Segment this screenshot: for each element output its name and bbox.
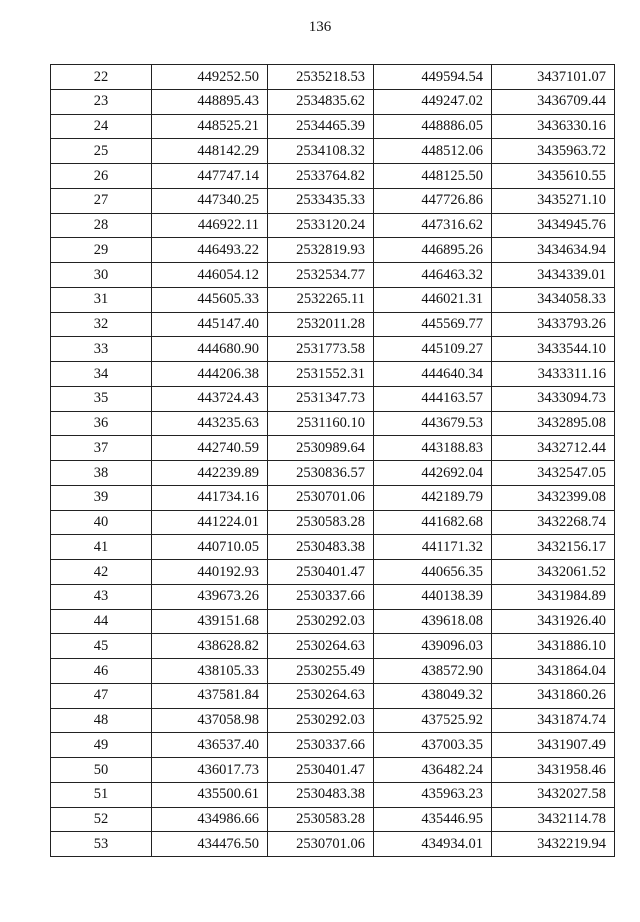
- point-number-cell: 32: [51, 312, 152, 337]
- value-cell-3: 439096.03: [374, 634, 492, 659]
- value-cell-1: 434476.50: [152, 832, 268, 857]
- value-cell-1: 443235.63: [152, 411, 268, 436]
- table-row: [51, 758, 615, 783]
- value-cell-4: 3431926.40: [492, 609, 615, 634]
- point-number-cell: 26: [51, 164, 152, 189]
- value-cell-2: 2534465.39: [268, 114, 374, 139]
- value-cell-2: 2530292.03: [268, 609, 374, 634]
- value-cell-4: 3432027.58: [492, 782, 615, 807]
- table-row: [51, 510, 615, 535]
- value-cell-3: 443679.53: [374, 411, 492, 436]
- point-number-cell: 25: [51, 139, 152, 164]
- table-row: [51, 386, 615, 411]
- point-number-cell: 34: [51, 362, 152, 387]
- point-number-cell: 29: [51, 238, 152, 263]
- value-cell-2: 2533764.82: [268, 164, 374, 189]
- table-row: [51, 807, 615, 832]
- value-cell-4: 3433544.10: [492, 337, 615, 362]
- point-number-cell: 36: [51, 411, 152, 436]
- point-number-cell: 45: [51, 634, 152, 659]
- value-cell-3: 449247.02: [374, 89, 492, 114]
- value-cell-3: 434934.01: [374, 832, 492, 857]
- point-number-cell: 37: [51, 436, 152, 461]
- value-cell-4: 3432399.08: [492, 485, 615, 510]
- value-cell-2: 2530701.06: [268, 485, 374, 510]
- value-cell-1: 436537.40: [152, 733, 268, 758]
- value-cell-2: 2530701.06: [268, 832, 374, 857]
- value-cell-3: 437003.35: [374, 733, 492, 758]
- table-row: [51, 659, 615, 684]
- table-row: [51, 337, 615, 362]
- value-cell-3: 443188.83: [374, 436, 492, 461]
- table-row: [51, 733, 615, 758]
- point-number-cell: 31: [51, 287, 152, 312]
- table-row: [51, 560, 615, 585]
- value-cell-2: 2530337.66: [268, 733, 374, 758]
- table-row: [51, 312, 615, 337]
- value-cell-4: 3432061.52: [492, 560, 615, 585]
- value-cell-3: 435446.95: [374, 807, 492, 832]
- value-cell-3: 446021.31: [374, 287, 492, 312]
- value-cell-2: 2531347.73: [268, 386, 374, 411]
- table-row: [51, 584, 615, 609]
- value-cell-1: 441224.01: [152, 510, 268, 535]
- point-number-cell: 30: [51, 263, 152, 288]
- value-cell-4: 3432114.78: [492, 807, 615, 832]
- value-cell-2: 2530401.47: [268, 560, 374, 585]
- value-cell-4: 3431984.89: [492, 584, 615, 609]
- value-cell-2: 2530401.47: [268, 758, 374, 783]
- value-cell-4: 3434945.76: [492, 213, 615, 238]
- table-row: [51, 832, 615, 857]
- page-number: 136: [308, 19, 332, 35]
- value-cell-4: 3435963.72: [492, 139, 615, 164]
- value-cell-2: 2532534.77: [268, 263, 374, 288]
- value-cell-2: 2534835.62: [268, 89, 374, 114]
- point-number-cell: 50: [51, 758, 152, 783]
- point-number-cell: 33: [51, 337, 152, 362]
- value-cell-2: 2531160.10: [268, 411, 374, 436]
- value-cell-1: 440192.93: [152, 560, 268, 585]
- value-cell-2: 2532265.11: [268, 287, 374, 312]
- table-row: [51, 609, 615, 634]
- point-number-cell: 48: [51, 708, 152, 733]
- value-cell-1: 435500.61: [152, 782, 268, 807]
- value-cell-2: 2530264.63: [268, 634, 374, 659]
- value-cell-2: 2530483.38: [268, 535, 374, 560]
- value-cell-3: 441682.68: [374, 510, 492, 535]
- value-cell-2: 2531552.31: [268, 362, 374, 387]
- table-row: [51, 634, 615, 659]
- value-cell-1: 448895.43: [152, 89, 268, 114]
- table-row: [51, 535, 615, 560]
- value-cell-2: 2530264.63: [268, 683, 374, 708]
- value-cell-1: 439673.26: [152, 584, 268, 609]
- value-cell-3: 445109.27: [374, 337, 492, 362]
- table-row: [51, 238, 615, 263]
- value-cell-3: 444640.34: [374, 362, 492, 387]
- value-cell-3: 439618.08: [374, 609, 492, 634]
- value-cell-2: 2533120.24: [268, 213, 374, 238]
- value-cell-4: 3432547.05: [492, 461, 615, 486]
- value-cell-1: 449252.50: [152, 65, 268, 90]
- point-number-cell: 23: [51, 89, 152, 114]
- value-cell-1: 448525.21: [152, 114, 268, 139]
- point-number-cell: 41: [51, 535, 152, 560]
- value-cell-4: 3431907.49: [492, 733, 615, 758]
- value-cell-2: 2530836.57: [268, 461, 374, 486]
- table-body: [51, 65, 615, 857]
- value-cell-4: 3431860.26: [492, 683, 615, 708]
- table-row: [51, 287, 615, 312]
- point-number-cell: 38: [51, 461, 152, 486]
- value-cell-4: 3432268.74: [492, 510, 615, 535]
- point-number-cell: 35: [51, 386, 152, 411]
- value-cell-2: 2535218.53: [268, 65, 374, 90]
- value-cell-3: 438572.90: [374, 659, 492, 684]
- value-cell-1: 440710.05: [152, 535, 268, 560]
- value-cell-4: 3431874.74: [492, 708, 615, 733]
- value-cell-4: 3437101.07: [492, 65, 615, 90]
- value-cell-1: 444206.38: [152, 362, 268, 387]
- table-row: [51, 708, 615, 733]
- value-cell-4: 3432712.44: [492, 436, 615, 461]
- value-cell-1: 446922.11: [152, 213, 268, 238]
- value-cell-3: 444163.57: [374, 386, 492, 411]
- value-cell-3: 438049.32: [374, 683, 492, 708]
- point-number-cell: 43: [51, 584, 152, 609]
- value-cell-2: 2533435.33: [268, 188, 374, 213]
- value-cell-2: 2534108.32: [268, 139, 374, 164]
- value-cell-4: 3431958.46: [492, 758, 615, 783]
- point-number-cell: 52: [51, 807, 152, 832]
- value-cell-3: 442692.04: [374, 461, 492, 486]
- value-cell-3: 440138.39: [374, 584, 492, 609]
- point-number-cell: 47: [51, 683, 152, 708]
- value-cell-1: 434986.66: [152, 807, 268, 832]
- value-cell-4: 3434058.33: [492, 287, 615, 312]
- value-cell-4: 3432219.94: [492, 832, 615, 857]
- value-cell-4: 3435610.55: [492, 164, 615, 189]
- value-cell-4: 3434634.94: [492, 238, 615, 263]
- value-cell-2: 2531773.58: [268, 337, 374, 362]
- value-cell-4: 3435271.10: [492, 188, 615, 213]
- value-cell-1: 436017.73: [152, 758, 268, 783]
- value-cell-3: 448886.05: [374, 114, 492, 139]
- value-cell-1: 447340.25: [152, 188, 268, 213]
- value-cell-3: 448125.50: [374, 164, 492, 189]
- value-cell-2: 2530989.64: [268, 436, 374, 461]
- value-cell-3: 447316.62: [374, 213, 492, 238]
- value-cell-4: 3434339.01: [492, 263, 615, 288]
- value-cell-1: 441734.16: [152, 485, 268, 510]
- point-number-cell: 24: [51, 114, 152, 139]
- value-cell-2: 2532011.28: [268, 312, 374, 337]
- value-cell-4: 3432156.17: [492, 535, 615, 560]
- point-number-cell: 22: [51, 65, 152, 90]
- value-cell-3: 447726.86: [374, 188, 492, 213]
- table-row: [51, 114, 615, 139]
- value-cell-4: 3433793.26: [492, 312, 615, 337]
- value-cell-2: 2530255.49: [268, 659, 374, 684]
- value-cell-1: 442740.59: [152, 436, 268, 461]
- value-cell-1: 445605.33: [152, 287, 268, 312]
- value-cell-1: 438628.82: [152, 634, 268, 659]
- value-cell-2: 2530583.28: [268, 807, 374, 832]
- table-row: [51, 461, 615, 486]
- value-cell-2: 2530583.28: [268, 510, 374, 535]
- value-cell-4: 3432895.08: [492, 411, 615, 436]
- coordinates-table: [50, 64, 615, 857]
- table-row: [51, 436, 615, 461]
- value-cell-1: 446493.22: [152, 238, 268, 263]
- table-row: [51, 65, 615, 90]
- value-cell-1: 448142.29: [152, 139, 268, 164]
- value-cell-2: 2530337.66: [268, 584, 374, 609]
- value-cell-4: 3431886.10: [492, 634, 615, 659]
- point-number-cell: 28: [51, 213, 152, 238]
- value-cell-3: 437525.92: [374, 708, 492, 733]
- table-row: [51, 263, 615, 288]
- table-row: [51, 782, 615, 807]
- point-number-cell: 44: [51, 609, 152, 634]
- table-row: [51, 164, 615, 189]
- point-number-cell: 42: [51, 560, 152, 585]
- value-cell-4: 3433094.73: [492, 386, 615, 411]
- table-row: [51, 89, 615, 114]
- value-cell-3: 441171.32: [374, 535, 492, 560]
- table-row: [51, 362, 615, 387]
- point-number-cell: 39: [51, 485, 152, 510]
- value-cell-1: 437058.98: [152, 708, 268, 733]
- point-number-cell: 49: [51, 733, 152, 758]
- value-cell-3: 449594.54: [374, 65, 492, 90]
- point-number-cell: 40: [51, 510, 152, 535]
- table-row: [51, 188, 615, 213]
- point-number-cell: 53: [51, 832, 152, 857]
- value-cell-3: 448512.06: [374, 139, 492, 164]
- value-cell-1: 444680.90: [152, 337, 268, 362]
- table-row: [51, 411, 615, 436]
- point-number-cell: 46: [51, 659, 152, 684]
- value-cell-1: 446054.12: [152, 263, 268, 288]
- value-cell-3: 442189.79: [374, 485, 492, 510]
- value-cell-4: 3433311.16: [492, 362, 615, 387]
- value-cell-3: 446463.32: [374, 263, 492, 288]
- point-number-cell: 51: [51, 782, 152, 807]
- table-row: [51, 485, 615, 510]
- value-cell-1: 442239.89: [152, 461, 268, 486]
- value-cell-2: 2530483.38: [268, 782, 374, 807]
- value-cell-4: 3436709.44: [492, 89, 615, 114]
- value-cell-3: 445569.77: [374, 312, 492, 337]
- table-row: [51, 139, 615, 164]
- value-cell-3: 446895.26: [374, 238, 492, 263]
- value-cell-1: 439151.68: [152, 609, 268, 634]
- value-cell-4: 3436330.16: [492, 114, 615, 139]
- value-cell-1: 447747.14: [152, 164, 268, 189]
- value-cell-3: 436482.24: [374, 758, 492, 783]
- value-cell-3: 435963.23: [374, 782, 492, 807]
- table-row: [51, 683, 615, 708]
- value-cell-2: 2530292.03: [268, 708, 374, 733]
- value-cell-4: 3431864.04: [492, 659, 615, 684]
- value-cell-1: 438105.33: [152, 659, 268, 684]
- value-cell-2: 2532819.93: [268, 238, 374, 263]
- value-cell-1: 445147.40: [152, 312, 268, 337]
- table-row: [51, 213, 615, 238]
- point-number-cell: 27: [51, 188, 152, 213]
- value-cell-1: 443724.43: [152, 386, 268, 411]
- value-cell-1: 437581.84: [152, 683, 268, 708]
- value-cell-3: 440656.35: [374, 560, 492, 585]
